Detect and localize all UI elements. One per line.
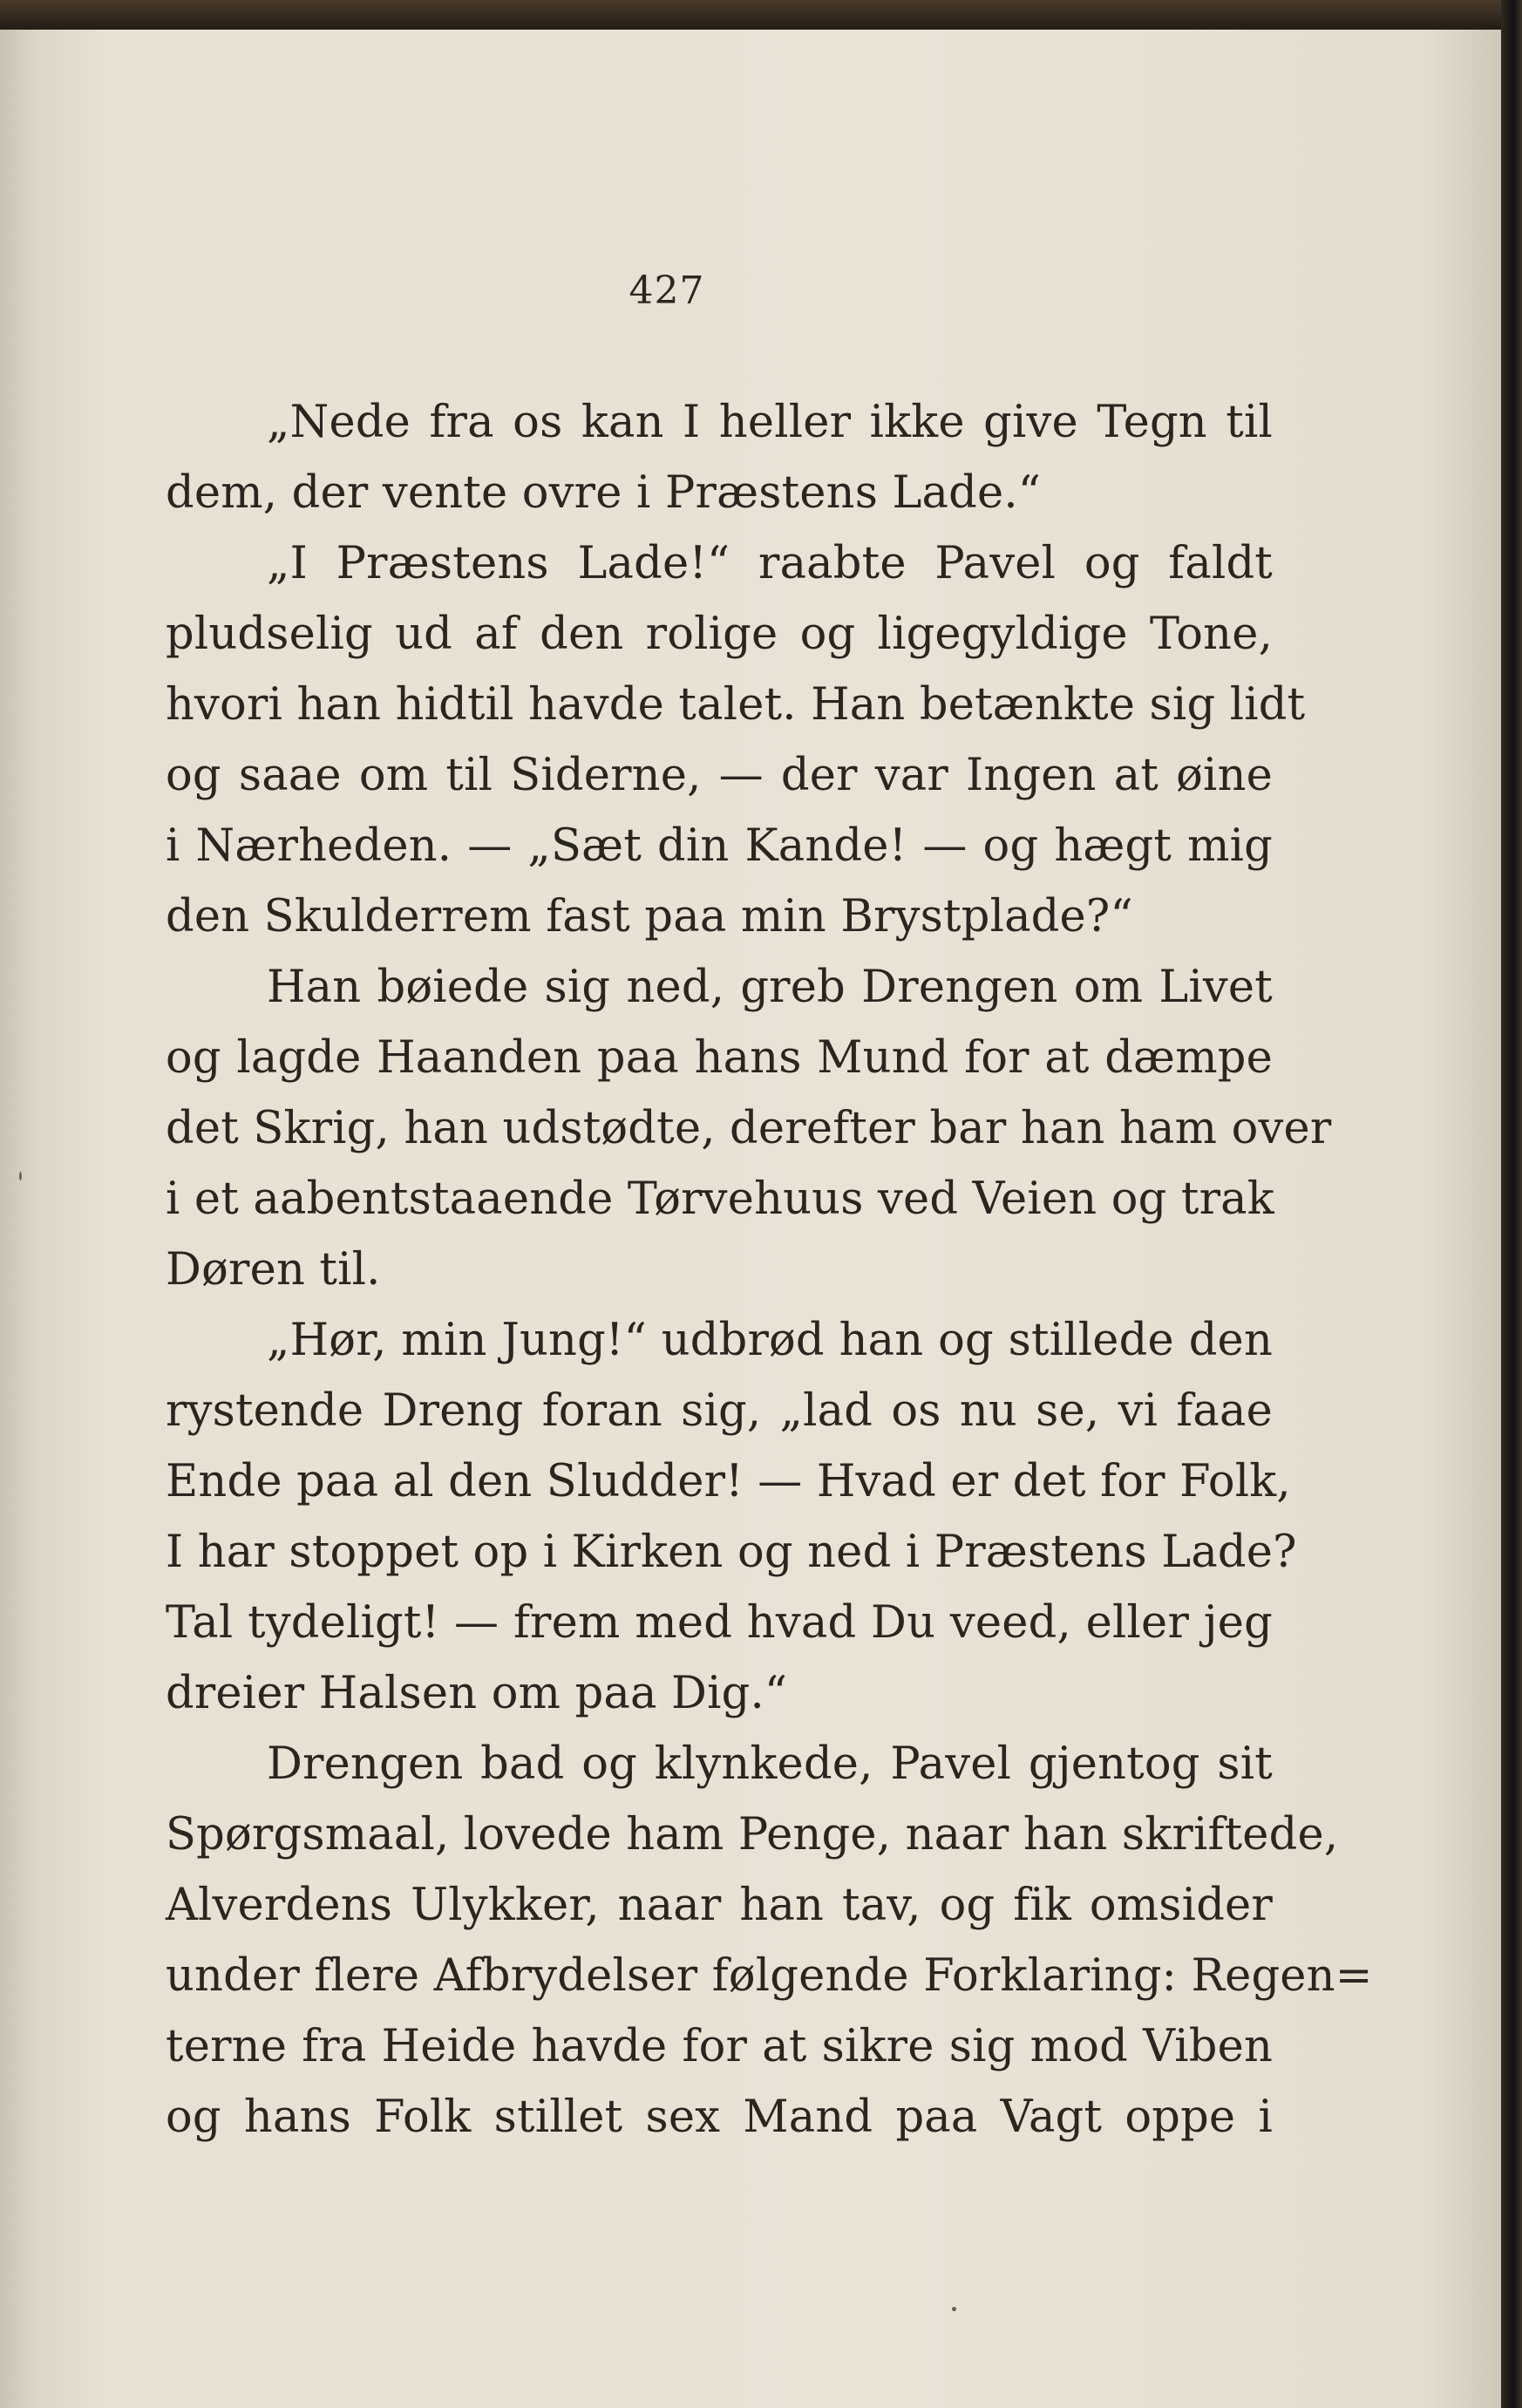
text-line: den Skulderrem fast paa min Brystplade?“: [166, 891, 1133, 942]
text-line: I har stoppet op i Kirken og ned i Præstens Lade?: [166, 1527, 1297, 1578]
text-line: Tal tydeligt! — frem med hvad Du veed, eller jeg: [166, 1597, 1273, 1649]
text-line: og saae om til Siderne, — der var Ingen at øine: [166, 750, 1273, 801]
text-line: „Nede fra os kan I heller ikke give Tegn til: [267, 397, 1273, 448]
text-line: dem, der vente ovre i Præstens Lade.“: [166, 467, 1042, 519]
text-line: det Skrig, han udstødte, derefter bar han ham over: [166, 1103, 1332, 1154]
text-line: Han bøiede sig ned, greb Drengen om Livet: [267, 962, 1273, 1013]
text-line: Døren til.: [166, 1244, 381, 1296]
page-number: 427: [629, 269, 705, 313]
text-line: rystende Dreng foran sig, „lad os nu se, vi faae: [166, 1385, 1273, 1437]
text-line: i et aabentstaaende Tørvehuus ved Veien og trak: [166, 1173, 1274, 1225]
text-line: og lagde Haanden paa hans Mund for at dæmpe: [166, 1032, 1273, 1084]
page-text: [166, 387, 1373, 2153]
text-line: Spørgsmaal, lovede ham Penge, naar han skriftede,: [166, 1809, 1339, 1860]
text-line: „Hør, min Jung!“ udbrød han og stillede den: [267, 1315, 1273, 1366]
text-line: hvori han hidtil havde talet. Han betænkte sig lidt: [166, 679, 1306, 731]
text-line: pludselig ud af den rolige og ligegyldige Tone,: [166, 609, 1273, 660]
paper-speck: [952, 2307, 956, 2311]
text-line: terne fra Heide havde for at sikre sig mod Viben: [166, 2021, 1273, 2072]
text-line: Drengen bad og klynkede, Pavel gjentog sit: [267, 1738, 1273, 1790]
text-line: Alverdens Ulykker, naar han tav, og fik omsider: [166, 1880, 1273, 1931]
text-line: i Nærheden. — „Sæt din Kande! — og hægt mig: [166, 820, 1273, 872]
text-line: Ende paa al den Sludder! — Hvad er det for Folk,: [166, 1456, 1291, 1507]
text-line: „I Præstens Lade!“ raabte Pavel og faldt: [267, 538, 1273, 589]
text-line: under flere Afbrydelser følgende Forklaring: Regen=: [166, 1950, 1373, 2002]
text-line: dreier Halsen om paa Dig.“: [166, 1668, 788, 1719]
book-right-edge: [1501, 0, 1522, 2408]
book-page: [0, 30, 1501, 2408]
paper-speck: [19, 1172, 22, 1180]
text-line: og hans Folk stillet sex Mand paa Vagt oppe i: [166, 2092, 1273, 2143]
